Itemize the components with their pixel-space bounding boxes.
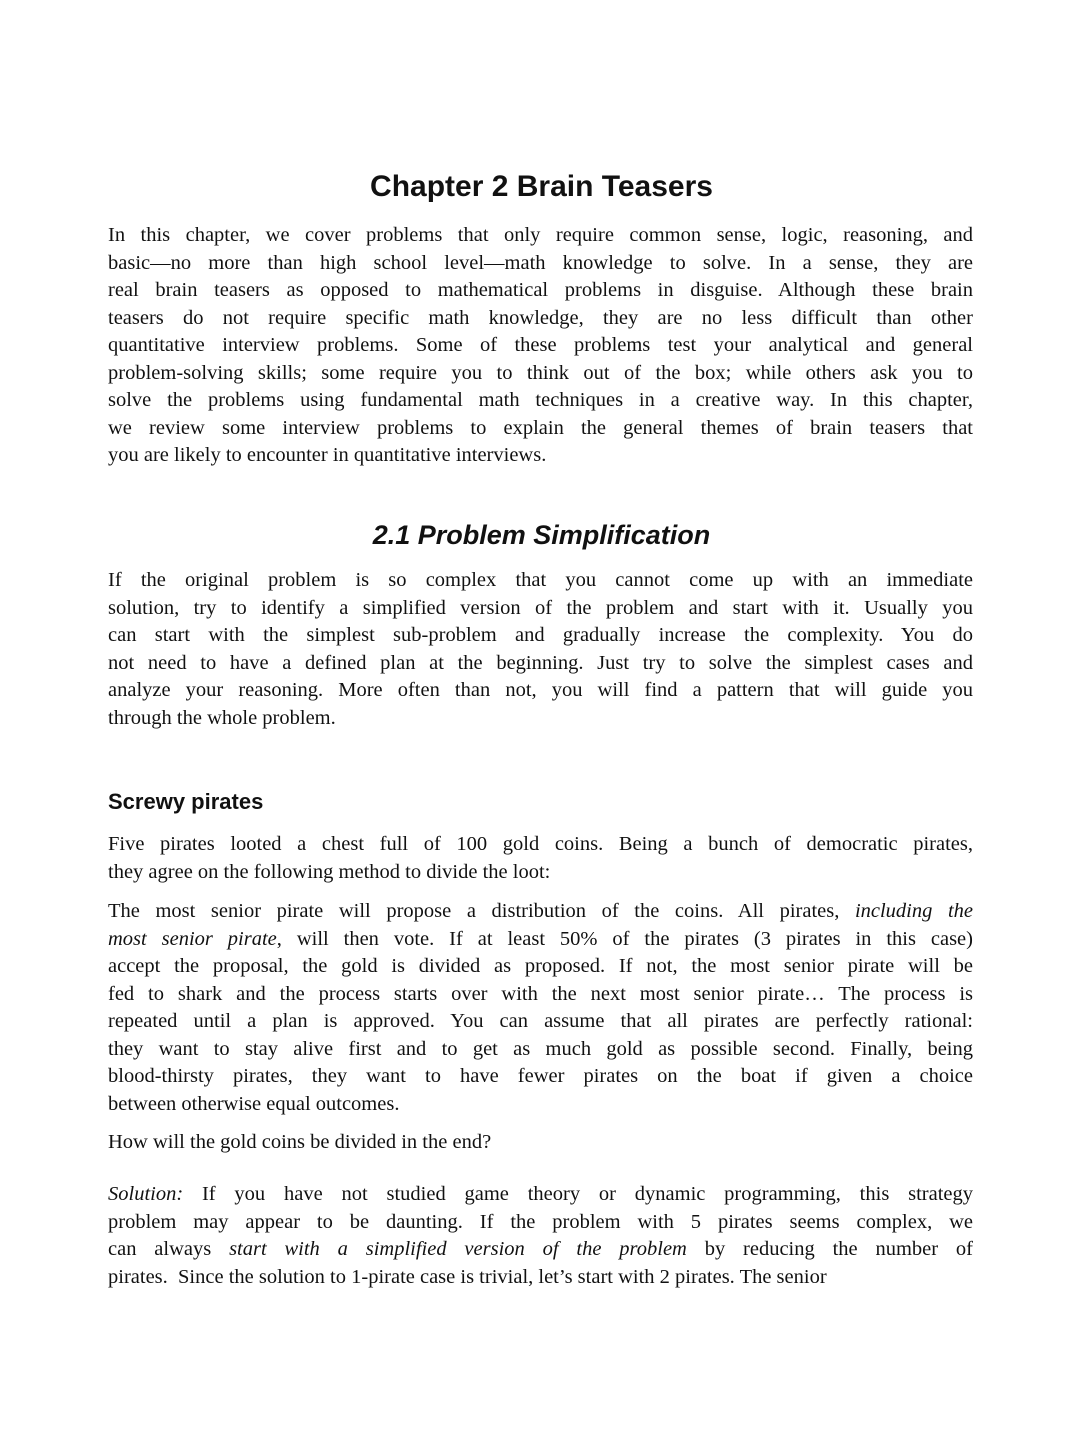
chapter-title: Chapter 2 Brain Teasers xyxy=(370,170,713,203)
problem-intro-paragraph xyxy=(108,831,973,886)
text-segment: blood-thirsty pirates, they want to have fewer pirates on the boat if given a choice xyxy=(108,1065,973,1087)
text-line xyxy=(108,1181,973,1209)
text-line xyxy=(108,1264,973,1292)
text-segment: solution, try to identify a simplified version of the problem and start with it. Usually you xyxy=(108,596,973,619)
text-line xyxy=(108,1236,973,1264)
text-line xyxy=(108,1036,973,1064)
text-segment: Five pirates looted a chest full of 100 gold coins. Being a bunch of democratic pirates, xyxy=(108,833,973,855)
text-segment: problem may appear to be daunting. If the problem with 5 pirates seems complex, we xyxy=(108,1210,973,1233)
text-line xyxy=(108,277,973,305)
text-line xyxy=(108,442,973,470)
text-segment: The most senior pirate will propose a distribution of the coins. All pirates, xyxy=(108,900,855,922)
italic-text: including the xyxy=(854,900,974,922)
text-line xyxy=(108,1008,973,1036)
text-line xyxy=(108,831,973,859)
italic-text: Solution: xyxy=(108,1183,184,1205)
text-line xyxy=(108,650,973,678)
text-segment: through the whole problem. xyxy=(108,706,336,729)
text-segment: , will then vote. If at least 50% of the pirates (3 pirates in this case) xyxy=(276,927,973,950)
text-segment: accept the proposal, the gold is divided as proposed. If not, the most senior pirate will be xyxy=(108,955,973,977)
text-segment: real brain teasers as opposed to mathematical problems in disguise. Although these brain xyxy=(108,279,973,301)
text-line xyxy=(108,332,973,360)
text-segment: they want to stay alive first and to get as much gold as possible second. Finally, being xyxy=(108,1037,973,1060)
text-line xyxy=(108,953,973,981)
text-line xyxy=(108,1129,973,1157)
text-line xyxy=(108,622,973,650)
text-line xyxy=(108,387,973,415)
text-line xyxy=(108,1091,973,1119)
text-segment: they agree on the following method to divide the loot: xyxy=(108,860,551,883)
text-segment: we review some interview problems to explain the general themes of brain teasers that xyxy=(108,416,973,439)
section-title: 2.1 Problem Simplification xyxy=(372,520,711,550)
italic-text: start with a simplified version of the problem xyxy=(229,1238,687,1260)
simplification-paragraph xyxy=(108,567,973,732)
text-segment: between otherwise equal outcomes. xyxy=(108,1092,400,1115)
text-line xyxy=(108,898,973,926)
text-line xyxy=(108,360,973,388)
subsection-title: Screwy pirates xyxy=(108,789,264,814)
solution-paragraph xyxy=(108,1181,973,1291)
rules-paragraph xyxy=(108,898,973,1118)
text-line xyxy=(108,859,973,887)
text-segment: solve the problems using fundamental math techniques in a creative way. In this chapter, xyxy=(108,389,973,411)
text-segment: teasers do not require specific math knowledge, they are no less difficult than other xyxy=(108,306,973,329)
text-line xyxy=(108,415,973,443)
text-line xyxy=(108,677,973,705)
text-line xyxy=(108,305,973,333)
text-line xyxy=(108,567,973,595)
text-line xyxy=(108,595,973,623)
text-segment: pirates. Since the solution to 1-pirate case is trivial, let’s start with 2 pirates. The senior xyxy=(108,1265,827,1288)
text-segment: If you have not studied game theory or dynamic programming, this strategy xyxy=(183,1183,973,1205)
intro-paragraph xyxy=(108,222,973,470)
text-line xyxy=(108,222,973,250)
italic-text: most senior pirate xyxy=(108,927,277,950)
text-line xyxy=(108,705,973,733)
text-segment: In this chapter, we cover problems that only require common sense, logic, reasoning, and xyxy=(108,224,973,246)
text-segment: problem-solving skills; some require you to think out of the box; while others ask you to xyxy=(108,361,973,384)
text-line xyxy=(108,981,973,1009)
text-segment: can always xyxy=(108,1238,230,1260)
text-segment: basic—no more than high school level—math knowledge to solve. In a sense, they are xyxy=(108,251,973,274)
text-segment: repeated until a plan is approved. You can assume that all pirates are perfectly rational: xyxy=(108,1010,973,1032)
text-line xyxy=(108,250,973,278)
text-segment: analyze your reasoning. More often than not, you will find a pattern that will guide you xyxy=(108,679,973,701)
text-segment: quantitative interview problems. Some of these problems test your analytical and general xyxy=(108,334,973,356)
text-segment: by reducing the number of xyxy=(686,1238,974,1260)
text-line xyxy=(108,926,973,954)
text-segment: not need to have a defined plan at the beginning. Just try to solve the simplest cases and xyxy=(108,651,973,674)
text-segment: you are likely to encounter in quantitative interviews. xyxy=(108,444,547,466)
question-paragraph xyxy=(108,1129,973,1157)
text-segment: fed to shark and the process starts over with the next most senior pirate… The process is xyxy=(108,982,973,1005)
text-segment: can start with the simplest sub-problem and gradually increase the complexity. You do xyxy=(108,624,973,646)
text-line xyxy=(108,1209,973,1237)
text-segment: If the original problem is so complex that you cannot come up with an immediate xyxy=(108,569,973,591)
text-segment: How will the gold coins be divided in the end? xyxy=(108,1131,492,1153)
text-line xyxy=(108,1063,973,1091)
